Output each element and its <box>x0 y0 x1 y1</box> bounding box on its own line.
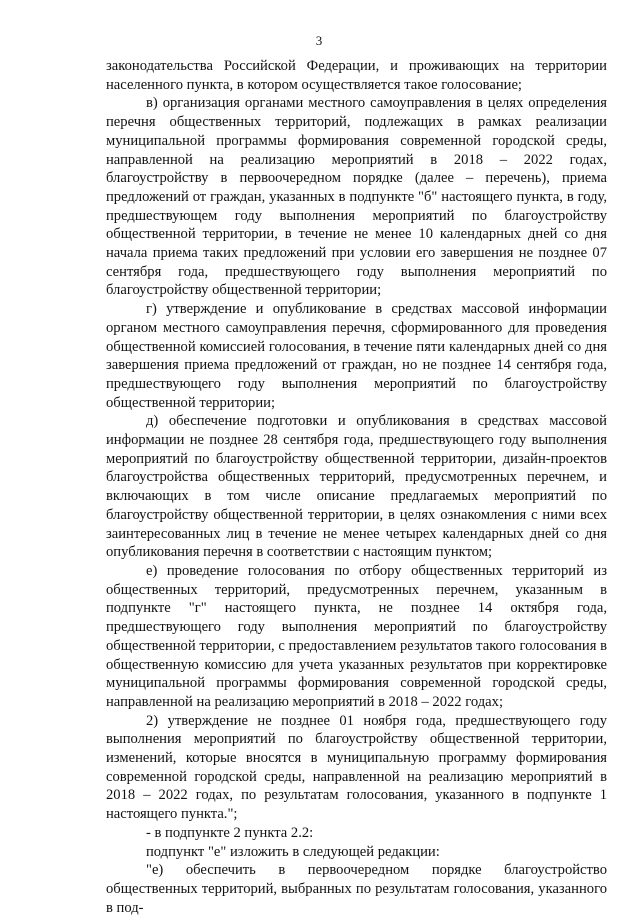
paragraph-item-2: 2) утверждение не позднее 01 ноября года, предшествующего году выполнения мероприятий по благоустройству общественной территории, изменений, которые вносятся в муниципальную программу формирования современной городской среды, направленной на реализацию мероприятий в 2018 – 2022 годах, по результатам голосования, указанного в подпункте 1 настоящего пункта."; <box>106 712 607 823</box>
paragraph-subpoint-e-heading: подпункт "е" изложить в следующей редакции: <box>146 843 440 860</box>
paragraph-item-e: е) проведение голосования по отбору общественных территорий из общественных территорий, предусмотренных перечнем, указанным в подпункте "г" настоящего пункта, не позднее 14 октября года, предшествующего году выполнения мероприятий по благоустройству общественной территории, с предоставлением результатов такого голосования в общественную комиссию для учета указанных результатов при корректировке муниципальной программы формирования современной городской среды, направленной на реализацию мероприятий в 2018 – 2022 годах; <box>106 562 607 710</box>
paragraph-subpoint-e-text: "е) обеспечить в первоочередном порядке благоустройство общественных территорий, выбранных по результатам голосования, указанного в под- <box>106 862 607 916</box>
paragraph-item-v: в) организация органами местного самоуправления в целях определения перечня общественных территорий, подлежащих в рамках реализации муниципальной программы формирования современной городской среды, направленной на реализацию мероприятий в 2018 – 2022 годах, благоустройству в первоочередном порядке (далее – перечень), приема предложений от граждан, указанных в подпункте "б" настоящего пункта, в году, предшествующем году выполнения мероприятий по благоустройству общественной территории, в течение не менее 10 календарных дней со дня начала приема таких предложений при условии его завершения не позднее 07 сентября года, предшествующего году выполнения мероприятий по благоустройству общественной территории; <box>106 95 607 299</box>
paragraph-item-d: д) обеспечение подготовки и опубликования в средствах массовой информации не позднее 28 сентября года, предшествующего году выполнения мероприятий по благоустройству общественной территории, дизайн-проектов благоустройства общественных территорий, предусмотренных перечнем, и включающих в том числе описание предлагаемых мероприятий по благоустройству общественной территории, в целях ознакомления с ними всех заинтересованных лиц в течение не менее четырех календарных дней со дня опубликования перечня в соответствии с настоящим пунктом; <box>106 413 607 561</box>
paragraph-subpoint-2-2: - в подпункте 2 пункта 2.2: <box>146 824 314 841</box>
paragraph-continuation: законодательства Российской Федерации, и проживающих на территории населенного пункта, в котором осуществляется такое голосование; <box>106 58 607 93</box>
paragraph-item-g: г) утверждение и опубликование в средствах массовой информации органом местного самоуправления перечня, сформированного для проведения общественной комиссией голосования, в течение пяти календарных дней со дня завершения приема предложений от граждан, но не позднее 14 сентября года, предшествующего году выполнения мероприятий по благоустройству общественной территории; <box>106 301 607 411</box>
document-body <box>106 57 607 917</box>
page-number: 3 <box>315 33 323 48</box>
